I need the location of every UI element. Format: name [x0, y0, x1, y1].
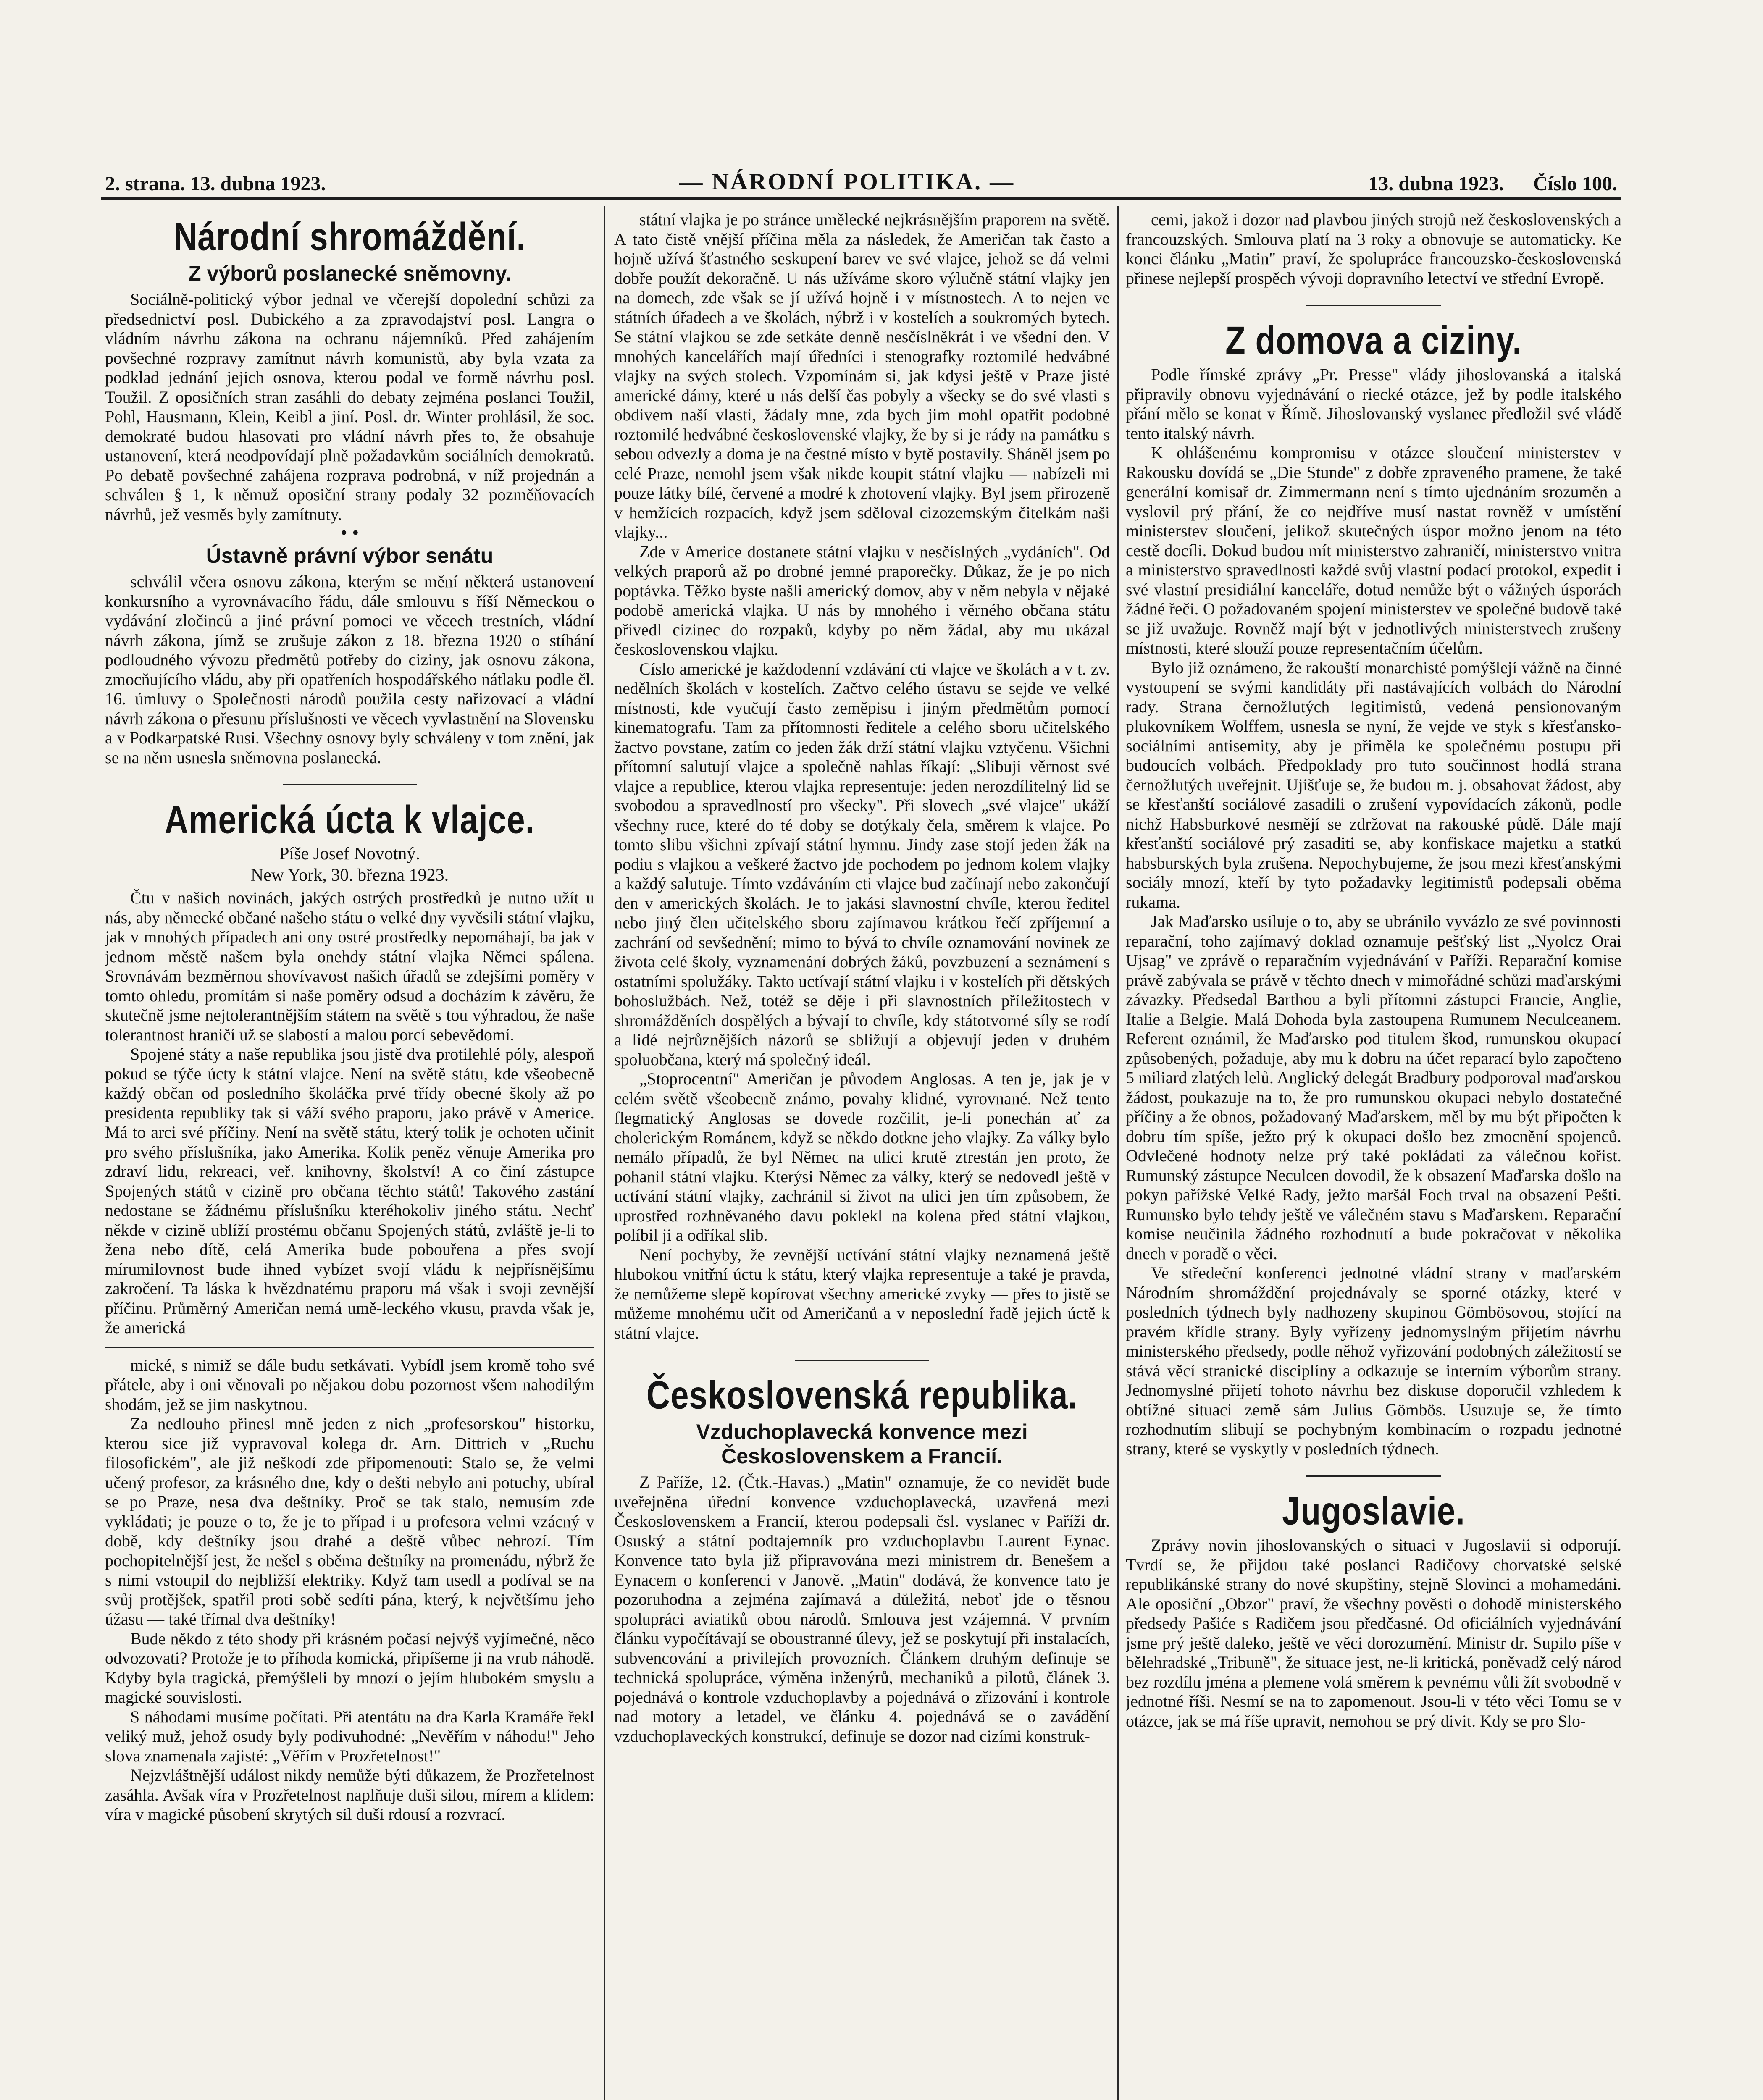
paragraph: Císlo americké je každodenní vzdávání cti vlajce ve školách a v t. zv. nedělních školách v kostelích. Začtvo celého ústavu se sejde ve velké místnosti, kde vyučují často zeměpisu i jiným předmětům pomocí kinematografu. Tam za přítomnosti ředitele a celého sboru učitelského žactvo povstane, zatím co jeden žák drží státní vlajku vztyčenu. Všichni přítomní salutují vlajce a společně nahlas říkají: „Slibuji věrnost své vlajce a republice, kterou vlajka representuje: jeden nerozdílitelný lid se svobodou a spravedlností pro všecky". Při slovech „své vlajce" ukáží všechny ruce, které do té doby se dotýkaly čela, směrem k vlajce. Po tomto slibu všichni zpívají státní hymnu. Jindy zase stojí jeden žák na podiu s vlajkou a veškeré žactvo jde pochodem po jednom kolem vlajky a každý salutuje. Tímto vzdáváním cti vlajce bud začínají nebo zakončují den v amerických školách. Je to jakási slavnostní chvíle, kterou ředitel nebo jiný člen učitelského sboru zajímavou krátkou řečí zpříjemní a zachrání od sevšednění; mimo to bývá to chvíle oznamování novinek ze života celé školy, vyznamenání dobrých žáků, povzbuzení a seznámení s ostatními spolužáky. Takto uctívají státní vlajku i v kostelích při dětských bohoslužbách. Než, totéž se děje i při slavnostních příležitostech v shromážděních dospělých a bývají to chvíle, kdy státotvorné síly se rodí a lidé nejrůznějších názorů se sbližují a objevují jeden v druhém spoluobčana, který má společný ideál. — [614, 659, 1110, 1069]
article-divider — [283, 784, 417, 785]
page-number-date: 2. strana. 13. dubna 1923. — [105, 173, 326, 195]
paragraph: Bude někdo z této shody při krásném počasí nejvýš vyjímečné, něco odvozovati? Protože je to příhoda komická, připíšeme ji na vrub náhodě. Kdyby byla tragická, přemýšleli by mnozí o jejím hlubokém smyslu a magické souvislosti. — [105, 1629, 594, 1706]
paragraph: Jak Maďarsko usiluje o to, aby se ubránilo vyvázlo ze své povinnosti reparační, toho zajímavý doklad oznamuje pešťský list „Nyolcz Orai Ujsag" ve zprávě o reparačním vyjednávání v Paříži. Reparační komise právě zabývala se právě v těchto dnech v mimořádné schůzi maďarskými závazky. Předsedal Barthou a byli přítomni zástupci Francie, Anglie, Italie a Belgie. Malá Dohoda byla zastoupena Rumunem Neculceanem. Referent oznámil, že Maďarsko pod titulem škod, rumunskou okupací způsobených, požaduje, aby mu k dobru na účet reparací bylo započteno 5 miliard zlatých lelů. Anglický delegát Bradbury podporoval maďarskou žádost, poukazuje na to, že pro rumunskou okupaci nebylo dostatečné příčiny a že obnos, požadovaný Maďarskem, měl by mu být připočten k dobru tím spíše, ježto prý k okupaci došlo bez zmocnění spojenců. Odvlečené hodnoty nelze prý také pokládati za válečnou kořist. Rumunský zástupce Neculcen dovodil, že k obsazení Maďarska došlo na pokyn pařížské Velké Rady, ježto maršál Foch trval na obsazení Pešti. Rumunsko bylo tehdy ještě ve válečném stavu s Maďarskem. Reparační komise neučinila žádného rozhodnutí a bude pokračovat v několika dnech v poradě o věci. — [1126, 912, 1621, 1263]
paragraph: schválil včera osnovu zákona, kterým se mění některá ustanovení konkursního a vyrovnávacího řádu, dále smlouvu s říší Německou o vydávání zločinců a jiné právní pomoci ve věcech trestních, vládní návrh zákona, jímž se zrušuje zákon z 18. března 1920 o stíhání podloudného vývozu předmětů potřeby do ciziny, jak osnovu zákona, zmocňujícího vládu, aby při opatřeních hospodářského nátlaku podle čl. 16. úmluvy o Společnosti národů použila cesty nařizovací a vládní návrh zákona o přesunu příslušnosti ve věcech vyvlastnění na Slovensku a v Podkarpatské Rusi. Všechny osnovy byly schváleny v tom znění, jak se na něm usnesla sněmovna poslanecká. — [105, 572, 594, 767]
subheading-senate-committee: Ústavně právní výbor senátu — [206, 544, 494, 567]
paragraph: Za nedlouho přinesl mně jeden z nich „profesorskou" historku, kterou sice již vypravoval kolega dr. Arn. Dittrich v „Ruchu filosofickém", ale již neškodí zde připomenouti: Stalo se, že velmi učený profesor, za krásného dne, kdy o dešti nebylo ani potuchy, ubíral se po Praze, nesa dva deštníky. Proč se tak stalo, nemusím zde vykládati; je pouze o to, že je to případ i u profesora velmi vzácný v době, kdy deštníky jsou drahé a deště vůbec nehrozí. Tím pochopitelnější jest, že nešel s oběma deštníky na promenádu, nýbrž že s nimi vstoupil do nejbližší elektriky. Když tam usedl a podíval se na svůj protějšek, spatřil proti sobě sedíti pána, který, k největšímu jeho úžasu — také třímal dva deštníky! — [105, 1414, 594, 1628]
paragraph: Zprávy novin jihoslovanských o situaci v Jugoslavii si odporují. Tvrdí se, že přijdou také poslanci Radičovy chorvatské selské republikánské strany do nové skupštiny, stejně Slovinci a mohamedáni. Ale oposiční „Obzor" praví, že všechny pověsti o dohodě ministerského předsedy Pašiće s Radičem jsou předčasné. Od oficiálních vyjednávání jsme prý ještě daleko, ještě ve věci dorozumění. Ministr dr. Supilo píše v bělehradské „Tribuně", že situace jest, ne-li kritická, poněvadž celý národ bez rozdílu jména a plemene volá směrem k pevnému vůli žít svobodně v jednotné říši. Nesmí se na to zapomenout. Jsou-li v této věci Tomu se v otázce, jak se má říše upravit, nemohou se prý divit. Kdy se pro Slo- — [1126, 1536, 1621, 1730]
paragraph: Čtu v našich novinách, jakých ostrých prostředků je nutno užít u nás, aby německé občané našeho státu o velké dny vyvěsili státní vlajku, jak v mnohých případech ani ony ostré prostředky nepomáhají, ba jak v jednom městě našem byla onehdy státní vlajka Němci spálena. Srovnávám bezměrnou shovívavost našich úřadů se zdejšími poměry v tomto ohledu, promítám si naše poměry odsud a docházím k závěru, že skutečně jsme nejtolerantnějším státem na světě s tou výhradou, že naše tolerantnost hraničí už se slabostí a malou porcí sebevědomí. — [105, 888, 594, 1044]
article-divider — [1306, 1475, 1441, 1477]
paragraph: Není pochyby, že zevnější uctívání státní vlajky neznamená ještě hlubokou vnitřní úctu k státu, který vlajka representuje a také je pravda, že nemůžeme slepě kopírovat všechny americké zvyky — přes to jistě se můžeme mnohému učit od Američanů a v neposlední řadě jejich úctě k státní vlajce. — [614, 1245, 1110, 1342]
subheading-committees: Z výborů poslanecké sněmovny. — [188, 262, 511, 285]
dateline: New York, 30. března 1923. — [250, 865, 449, 885]
paragraph: S náhodami musíme počítati. Při atentátu na dra Karla Kramáře řekl veliký muž, jehož osudy byly podivuhodné: „Nevěřím v náhodu!" Jeho slova znamenala zajisté: „Věřím v Prozřetelnost!" — [105, 1707, 594, 1765]
byline: Píše Josef Novotný. — [279, 844, 420, 864]
paragraph: mické, s nimiž se dále budu setkávati. Vybídl jsem kromě toho své přátele, aby i oni věnovali po nějakou dobu pozornost všem nahodilým shodám, jež se jim naskytnou. — [105, 1355, 594, 1414]
masthead — [105, 166, 1617, 195]
paragraph: státní vlajka je po stránce umělecké nejkrásnějším praporem na světě. A tato čistě vnější příčina měla za následek, že Američan tak často a hojně užívá šťastného seskupení barev ve své vlajce, jehož se dá velmi dobře použít dekoračně. U nás užíváme skoro výlučně státní vlajky jen na domech, zde však se jí užívá hojně i v místnostech. A to nejen ve státních úřadech a ve školách, nýbrž i v kostelích a soukromých bytech. Se státní vlajkou se zde setkáte denně nesčíslněkrát i ve všední den. V mnohých kancelářích mají úředníci i stenografky roztomilé hedvábné vlajky na svých stolech. Vzpomínám si, jak kdysi ještě v Praze jisté americké dámy, které u nás delší čas pobyly a všecky se do své vlasti s obdivem naší vlasti, žádaly mne, zda bych jim mohl opatřit podobné roztomilé hedvábné československé vlajky, že by si je rády na památku s sebou odvezly a doma je na čestné místo v bytě postavily. Sháněl jsem po celé Praze, nemohl jsem však nikde koupit státní vlajku — nabízeli mi pouze látky bílé, červené a modré k zhotovení vlajky. Byl jsem přirozeně v hemžících rozpacích, když jsem sděloval cizozemským čitelkám naši vlajky... — [614, 210, 1110, 541]
header-rule — [101, 197, 1621, 200]
column-1 — [105, 210, 594, 2100]
paragraph: Z Paříže, 12. (Čtk.-Havas.) „Matin" oznamuje, že co nevidět bude uveřejněna úřední konvence vzduchoplavecká, uzavřená mezi Československem a Francií, kterou podepsali čsl. vyslanec v Paříži dr. Osuský a státní podtajemník pro vzduchoplavbu Laurent Eynac. Konvence tato byla již připravována mezi ministrem dr. Benešem a Eynacem o konferenci v Janově. „Matin" dodává, že konvence tato je pozoruhodna a zejména zajímavá a důležitá, neboť jde o těsnou spolupráci aviatiků obou národů. Smlouva jest vzájemná. V prvním článku vypočítávají se oboustranné úlevy, jež se poskytují při instalacích, subvencování a privilejích provozních. Článkem druhým definuje se technická spolupráce, výměna inženýrů, mechaniků a pilotů, článek 3. pojednává o kontrole vzduchoplavby a pojednává o zřizování i kontrole nad motory a letadel, ve článku 4. pojednává se o zavádění vzduchoplaveckých konstrukcí, definuje se dozor nad cizími konstruk- — [614, 1473, 1110, 1746]
separator-dots: • • — [340, 522, 359, 543]
section-heading-czechoslovakia: Československá republika. — [646, 1373, 1078, 1417]
article-divider — [1306, 305, 1441, 306]
issue-number: Číslo 100. — [1533, 173, 1617, 195]
paragraph: „Stoprocentní" Američan je původem Anglosas. A ten je, jak je v celém světě všeobecně známo, povahy klidné, vyrovnané. Než tento flegmatický Anglosas se dovede rozčilit, je-li ponechán ať za cholerickým Románem, když se někdo dotkne jeho vlajky. Za války bylo nemálo případů, že byl Němec na ulici krutě ztrestán jen proto, že pohanil státní vlajku. Kterýsi Němec za války, který se nedovedl ještě v uctívání státní vlajky, zachránil si život na ulici jen tím způsobem, že uprostřed rozhněvaného davu poklekl na kolena před státní vlajkou, políbil ji a odříkal slib. — [614, 1069, 1110, 1244]
paragraph: Sociálně-politický výbor jednal ve včerejší dopolední schůzi za předsednictví posl. Dubického a za zpravodajství posl. Langra o vládním návrhu zákona na ochranu nájemníků. Před zahájením povšechné rozpravy zamítnut návrh komunistů, aby byla vzata za podklad jednání jejich osnova, kterou podal ve formě návrhu posl. Toužil. Z oposičních stran zasáhli do debaty zejména poslanci Toužil, Pohl, Hausmann, Klein, Keibl a jiní. Posl. dr. Winter prohlásil, že soc. demokraté budou hlasovati pro vládní návrh přes to, že obsahuje ustanovení, která neodpovídají plně požadavkům sociálních demokratů. Po debatě povšechné zahájena rozprava podrobná, v níž projednán a schválen § 1, k němuž oposiční strany podaly 32 pozměňovacích návrhů, jež vesměs byly zamítnuty. — [105, 290, 594, 524]
paragraph: cemi, jakož i dozor nad plavbou jiných strojů než československých a francouzských. Smlouva platí na 3 roky a obnovuje se automaticky. Ke konci článku „Matin" praví, že spolupráce francouzsko-československá přinese nejlepší prospěch vývoji dopravního letectví ve střední Evropě. — [1126, 210, 1621, 288]
feuilleton-rule — [105, 1347, 594, 1348]
paragraph: Zde v Americe dostanete státní vlajku v nesčíslných „vydáních". Od velkých praporů až po drobné jemné praporečky. Důkaz, že je po nich poptávka. Těžko byste našli americký domov, aby v něm nebyla v nějaké podobě americká vlajka. U nás by mnohého i věrného občana státu přivedl cizinec do rozpaků, kdyby po něm žádal, aby mu ukázal československou vlajku. — [614, 542, 1110, 659]
column-2 — [614, 210, 1110, 2100]
newspaper-title: — NÁRODNÍ POLITIKA. — — [679, 169, 1015, 195]
column-3 — [1126, 210, 1621, 2100]
paragraph: Bylo již oznámeno, že rakouští monarchisté pomýšlejí vážně na činné vystoupení se svými kandidáty při nastávajících volbách do Národní rady. Strana černožlutých legitimistů, vedená pensionovaným plukovníkem Wolffem, usnesla se nyní, že vejde ve styk s křesťansko-sociálními antisemity, aby je přiměla ke společnému postupu při budoucích volbách. Předpoklady pro tuto součinnost hodlá strana černožlutých uveřejnit. Ujišťuje se, že budou m. j. obsahovat žádost, aby se křesťanští sociálové zasadili o zrušení vypovídacích zákonů, podle nichž Habsburkové nesmějí se zdržovat na rakouské půdě. Dále mají křesťanští sociálové prý zasaditi se, aby konfiskace majetku a statků habsburských byla zrušena. Nepochybujeme, že jsou mezi křesťanskými sociály mnozí, kteří by tyto požadavky legitimistů podepsali oběma rukama. — [1126, 658, 1621, 911]
issue-date: 13. dubna 1923. — [1368, 173, 1504, 195]
paragraph: K ohlášenému kompromisu v otázce sloučení ministerstev v Rakousku dovídá se „Die Stunde" z dobře zpraveného pramene, že také generální komisař dr. Zimmermann není s tímto ujednáním srozuměn a vyslovil prý přání, že co nejdříve musí nastat rovněž v umístění ministerstev sloučení, jelikož skutečných úspor možno jenom na této cestě docíli. Dokud budou mít ministerstvo zahraničí, ministerstvo vnitra a ministerstvo spravedlnosti každé svůj vlastní podací protokol, expedit i své vlastní presidiální kanceláře, dotud nemůže být o vážných úsporách žádné řeči. O požadovaném spojení ministerstev ve společné budově také se již uvažuje. Rovněž mají být v jednotlivých ministerstvech zrušeny místnosti, které slouží pouze representačním účelům. — [1126, 443, 1621, 657]
subheading-aviation-convention: Vzduchoplavecká konvence mezi Československem a Francií. — [696, 1420, 1028, 1468]
section-heading-yugoslavia: Jugoslavie. — [1282, 1488, 1465, 1533]
paragraph: Spojené státy a naše republika jsou jistě dva protilehlé póly, alespoň pokud se týče úcty k státní vlajce. Není na světě státu, kde všeobecně každý občan od posledního školáčka prvé třídy obecné školy až po presidenta republiky tak si váží svého praporu, jako právě v Americe. Má to arci své příčiny. Není na světě státu, který tolik je ochoten učinit pro svého příslušníka, jako Amerika. Kolik peněz věnuje Amerika pro zdraví lidu, rekreaci, veř. knihovny, školství! A co činí zástupce Spojených států v cizině pro občana těchto států! Takového zastání nedostane se žádnému příslušníku kteréhokoliv jiného státu. Nechť někde v cizině ublíží prostému občanu Spojených států, zvláště je-li to žena nebo dítě, celá Amerika bude pobouřena a přes svojí mírumilovnost bude ihned vybízet svojí vládu k nejpřísnějšímu zakročení. Ta láska k hvězdnatému praporu má však i svoji zevnější příčinu. Průměrný Američan nemá umě-leckého vkusu, pravda však je, že americká — [105, 1045, 594, 1337]
issue-info — [1368, 172, 1617, 195]
paragraph: Podle římské zprávy „Pr. Presse" vlády jihoslovanská a italská připravily obnovu vyjednávání o riecké otázce, jež by podle italského přání mělo se konat v Římě. Jihoslovanský vyslanec předložil své vládě tento italský návrh. — [1126, 365, 1621, 443]
article-divider — [795, 1360, 929, 1361]
paragraph: Ve středeční konferenci jednotné vládní strany v maďarském Národním shromáždění projednávaly se sporné otázky, které v posledních týdnech byly nadhozeny skupinou Gömbösovou, stojící na pravém křídle strany. Byly vyřízeny jednomyslným přijetím návrhu ministerského předsedy, podle něhož vyřizování podobných záležitostí se stává věcí stranické disciplíny a odkazuje se interním výborům strany. Jednomyslné přijetí tohoto návrhu bez diskuse doporučil vzhledem k obtížné situaci země sám Julius Gömbös. Usuzuje se, že tímto rozhodnutím slibují se pochybným kombinacím o rozpadu jednotné strany, které se vyskytly v posledních týdnech. — [1126, 1263, 1621, 1458]
section-heading-national-assembly: Národní shromáždění. — [173, 214, 526, 259]
section-heading-home-abroad: Z domova a ciziny. — [1225, 318, 1522, 362]
paragraph: Nejzvláštnější událost nikdy nemůže býti důkazem, že Prozřetelnost zasáhla. Avšak víra v Prozřetelnost naplňuje duši silou, mírem a klidem: víra v magické působení skrytých sil duši rdousí a rozvrací. — [105, 1766, 594, 1824]
column-divider-2 — [1117, 206, 1119, 2100]
article-title-flag: Americká úcta k vlajce. — [164, 797, 535, 842]
column-divider-1 — [604, 206, 605, 2100]
